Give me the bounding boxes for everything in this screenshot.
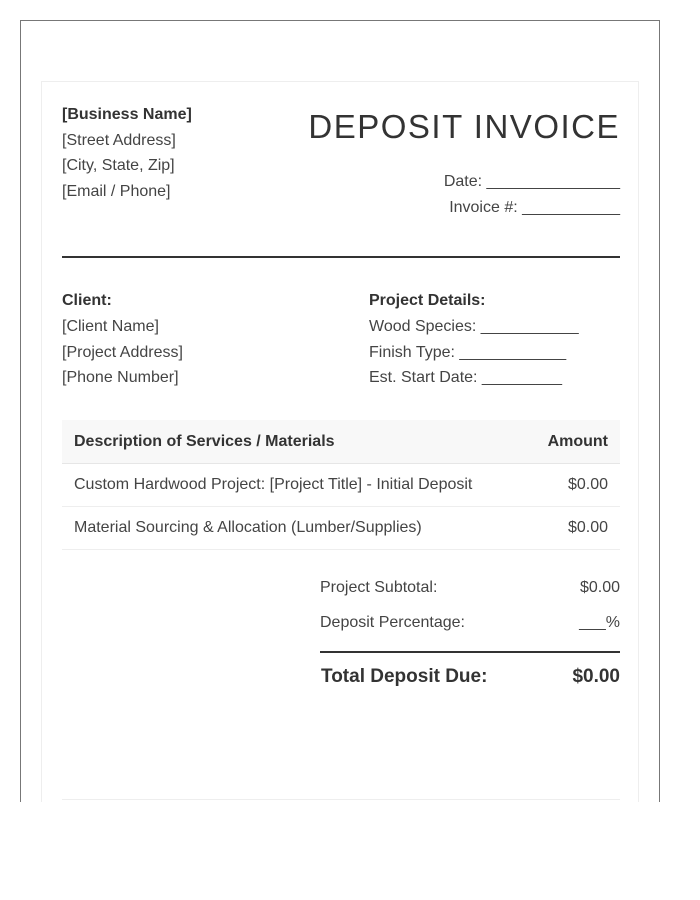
row-amount: $0.00 xyxy=(527,464,620,507)
project-start-date: Est. Start Date: _________ xyxy=(369,369,563,386)
row-amount: $0.00 xyxy=(527,507,620,550)
column-header-description: Description of Services / Materials xyxy=(62,420,527,464)
table-row xyxy=(62,507,620,550)
subtotal-value: $0.00 xyxy=(579,579,620,596)
total-deposit-value: $0.00 xyxy=(572,666,620,687)
business-city: [City, State, Zip] xyxy=(62,157,175,174)
row-description: Material Sourcing & Allocation (Lumber/Supplies) xyxy=(62,507,527,550)
row-description: Custom Hardwood Project: [Project Title] - Initial Deposit xyxy=(62,464,527,507)
column-header-amount: Amount xyxy=(527,420,620,464)
deposit-percentage-value: ___% xyxy=(579,614,620,631)
table-row xyxy=(62,464,620,507)
project-wood-species: Wood Species: ___________ xyxy=(369,318,579,335)
business-street: [Street Address] xyxy=(62,132,176,149)
project-heading: Project Details: xyxy=(369,292,486,309)
invoice-title: DEPOSIT INVOICE xyxy=(308,108,620,145)
invoice-date-field: Date: _______________ xyxy=(443,173,620,190)
footer-divider xyxy=(62,799,620,800)
deposit-percentage-label: Deposit Percentage: xyxy=(320,614,465,631)
client-phone: [Phone Number] xyxy=(62,369,179,386)
line-items-table xyxy=(62,420,620,550)
total-divider xyxy=(320,651,620,653)
client-address: [Project Address] xyxy=(62,344,183,361)
business-contact: [Email / Phone] xyxy=(62,183,171,200)
header-divider xyxy=(62,256,620,258)
subtotal-label: Project Subtotal: xyxy=(320,579,438,596)
table-header-row xyxy=(62,420,620,464)
invoice-number-field: Invoice #: ___________ xyxy=(449,199,620,216)
business-name: [Business Name] xyxy=(62,106,192,123)
total-deposit-label: Total Deposit Due: xyxy=(321,666,488,687)
client-heading: Client: xyxy=(62,292,112,309)
client-name: [Client Name] xyxy=(62,318,159,335)
project-finish-type: Finish Type: ____________ xyxy=(369,344,567,361)
